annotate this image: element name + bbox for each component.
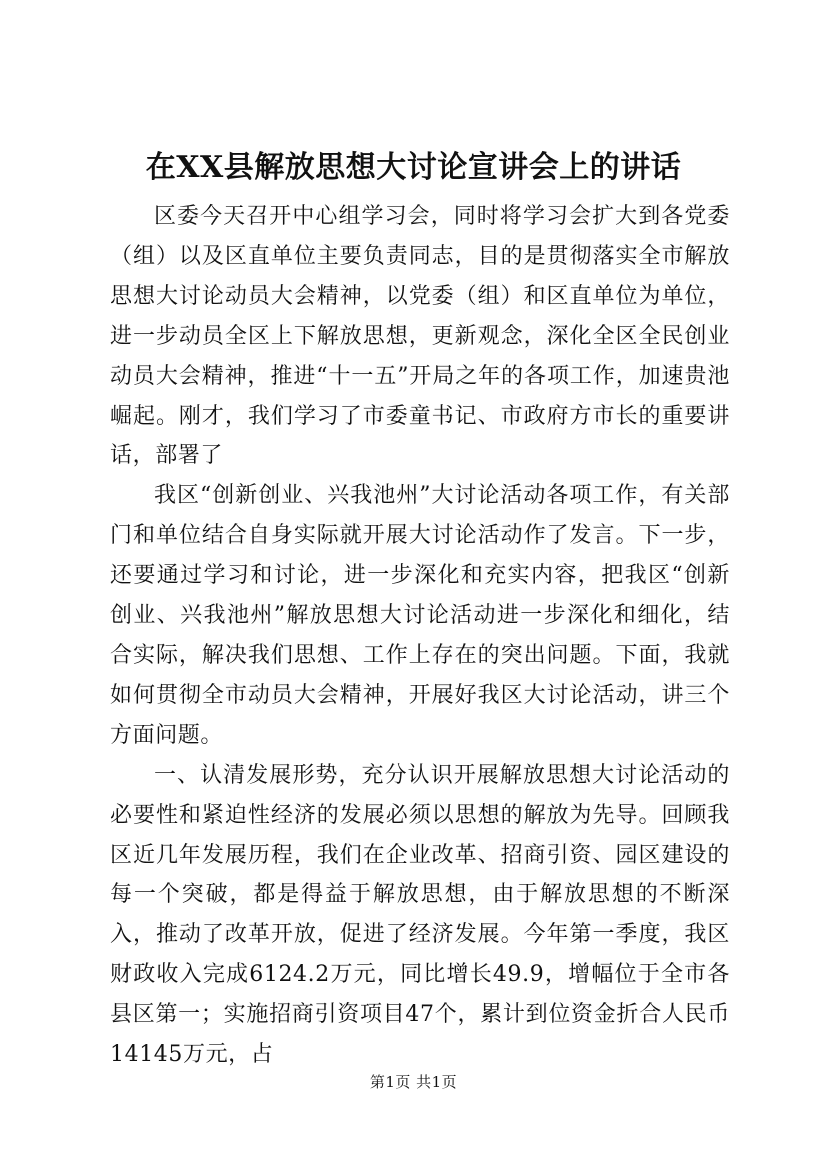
page-number-footer: 第1页 共1页	[369, 1073, 458, 1091]
page-title: 在XX县解放思想大讨论宣讲会上的讲话	[145, 150, 682, 185]
document-body	[110, 197, 730, 1075]
paragraph-1: 区委今天召开中心组学习会，同时将学习会扩大到各党委（组）以及区直单位主要负责同志，目的是贯彻落实全市解放思想大讨论动员大会精神，以党委（组）和区直单位为单位，进一步动员全区上下解放思想，更新观念，深化全区全民创业动员大会精神，推进“十一五”开局之年的各项工作，加速贵池崛起。刚才，我们学习了市委童书记、市政府方市长的重要讲话，部署了	[110, 204, 730, 469]
paragraph-3: 一、认清发展形势，充分认识开展解放思想大讨论活动的必要性和紧迫性经济的发展必须以思想的解放为先导。回顾我区近几年发展历程，我们在企业改革、招商引资、园区建设的每一个突破，都是得益于解放思想，由于解放思想的不断深入，推动了改革开放，促进了经济发展。今年第一季度，我区财政收入完成6124.2万元，同比增长49.9，增幅位于全市各县区第一；实施招商引资项目47个，累计到位资金折合人民币14145万元，占	[110, 762, 730, 1068]
paragraph-2: 我区“创新创业、兴我池州”大讨论活动各项工作，有关部门和单位结合自身实际就开展大讨论活动作了发言。下一步，还要通过学习和讨论，进一步深化和充实内容，把我区“创新创业、兴我池州”解放思想大讨论活动进一步深化和细化，结合实际，解决我们思想、工作上存在的突出问题。下面，我就如何贯彻全市动员大会精神，开展好我区大讨论活动，讲三个方面问题。	[110, 483, 730, 748]
